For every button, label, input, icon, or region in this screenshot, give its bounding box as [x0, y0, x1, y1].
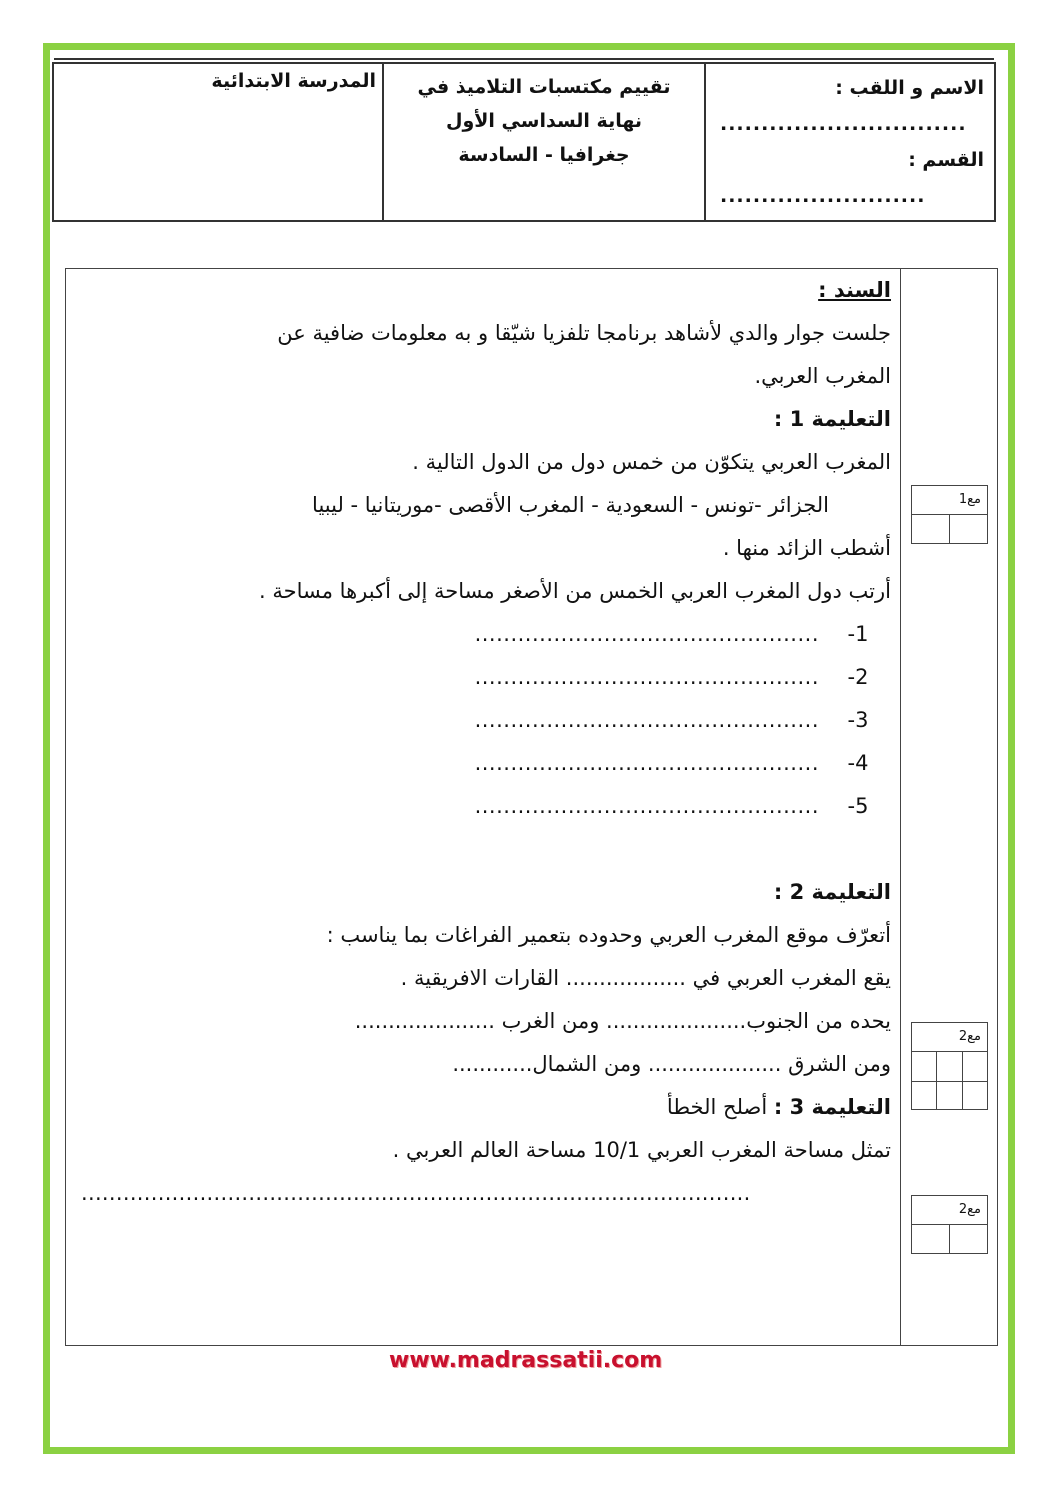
rank-number: -1 — [847, 622, 869, 646]
task-3-answer-field[interactable]: ................................................................................................ — [81, 1181, 751, 1205]
score-cell[interactable] — [912, 515, 949, 544]
task-2-line-3[interactable]: يحده من الجنوب..................... ومن الغرب ..................... — [354, 1009, 891, 1033]
title-line-2: نهاية السداسي الأول — [445, 110, 643, 132]
rank-number: -3 — [847, 708, 869, 732]
website-link[interactable]: www.madrassatii.com — [389, 1348, 663, 1373]
school-name: المدرسة الابتدائية — [211, 70, 376, 92]
rank-number: -5 — [847, 794, 869, 818]
main-box — [65, 268, 998, 1346]
score-label: مع2 — [912, 1196, 987, 1225]
rank-answer-field[interactable]: ................................................ — [474, 708, 819, 732]
task-1-line-3: أرتب دول المغرب العربي الخمس من الأصغر مساحة إلى أكبرها مساحة . — [259, 579, 891, 603]
sanad-title: السند : — [818, 278, 891, 302]
class-field[interactable]: ......................... — [720, 185, 926, 207]
student-info-cell — [704, 64, 994, 220]
sanad-line-1: جلست جوار والدي لأشاهد برنامجا تلفزيا شيّقا و به معلومات ضافية عن — [277, 321, 891, 345]
score-cell[interactable] — [962, 1052, 987, 1081]
exam-title-cell — [382, 64, 704, 220]
school-cell — [54, 64, 382, 220]
class-label: القسم : — [908, 149, 984, 171]
rank-item-3 — [81, 699, 891, 742]
task-3-instruction: أصلح الخطأ — [666, 1095, 774, 1119]
rank-answer-field[interactable]: ................................................ — [474, 751, 819, 775]
task-1-title: التعليمة 1 : — [773, 407, 891, 431]
task-3-title: التعليمة 3 : — [773, 1095, 891, 1119]
score-box-1 — [911, 485, 988, 544]
score-label: مع1 — [912, 486, 987, 515]
rank-answer-field[interactable]: ................................................ — [474, 622, 819, 646]
rank-number: -2 — [847, 665, 869, 689]
score-column-divider — [900, 269, 901, 1345]
task-2-title: التعليمة 2 : — [773, 880, 891, 904]
score-cells-row-1 — [912, 1052, 987, 1082]
task-1-countries[interactable]: الجزائر -تونس - السعودية - المغرب الأقصى -موريتانيا - ليبيا — [312, 493, 829, 517]
task-1-line-2: أشطب الزائد منها . — [722, 536, 891, 560]
score-cell[interactable] — [949, 1225, 987, 1254]
task-3-heading — [81, 1086, 891, 1129]
name-label: الاسم و اللقب : — [835, 77, 984, 99]
sanad-line-2: المغرب العربي. — [754, 364, 891, 388]
score-box-3 — [911, 1195, 988, 1254]
exam-content — [81, 269, 891, 1215]
task-2-line-4[interactable]: ومن الشرق .................... ومن الشمال............ — [452, 1052, 891, 1076]
score-cell[interactable] — [912, 1052, 936, 1081]
score-label: مع2 — [912, 1023, 987, 1052]
score-cells — [912, 1225, 987, 1254]
title-line-1: تقييم مكتسبات التلاميذ في — [417, 76, 671, 98]
task-2-line-1: أتعرّف موقع المغرب العربي وحدوده بتعمير الفراغات بما يناسب : — [326, 923, 891, 947]
rank-number: -4 — [847, 751, 869, 775]
score-cells — [912, 515, 987, 544]
header-table — [52, 62, 996, 222]
score-cell[interactable] — [949, 515, 987, 544]
rank-item-1 — [81, 613, 891, 656]
rank-item-5 — [81, 785, 891, 828]
website-footer[interactable] — [389, 1348, 689, 1382]
score-cell[interactable] — [936, 1082, 961, 1110]
rank-answer-field[interactable]: ................................................ — [474, 665, 819, 689]
task-1-line-1: المغرب العربي يتكوّن من خمس دول من الدول التالية . — [412, 450, 891, 474]
score-cell[interactable] — [912, 1225, 949, 1254]
rank-item-4 — [81, 742, 891, 785]
task-3-line-1: تمثل مساحة المغرب العربي 10/1 مساحة العالم العربي . — [392, 1138, 891, 1162]
task-2-line-2[interactable]: يقع المغرب العربي في .................. القارات الافريقية . — [400, 966, 891, 990]
score-box-2 — [911, 1022, 988, 1110]
score-cell[interactable] — [962, 1082, 987, 1110]
score-cell[interactable] — [912, 1082, 936, 1110]
name-field[interactable]: .............................. — [720, 113, 967, 135]
title-line-3: جغرافيا - السادسة — [458, 144, 630, 166]
rank-item-2 — [81, 656, 891, 699]
score-cells-row-2 — [912, 1082, 987, 1110]
score-cell[interactable] — [936, 1052, 961, 1081]
spacer — [81, 828, 891, 871]
rank-answer-field[interactable]: ................................................ — [474, 794, 819, 818]
